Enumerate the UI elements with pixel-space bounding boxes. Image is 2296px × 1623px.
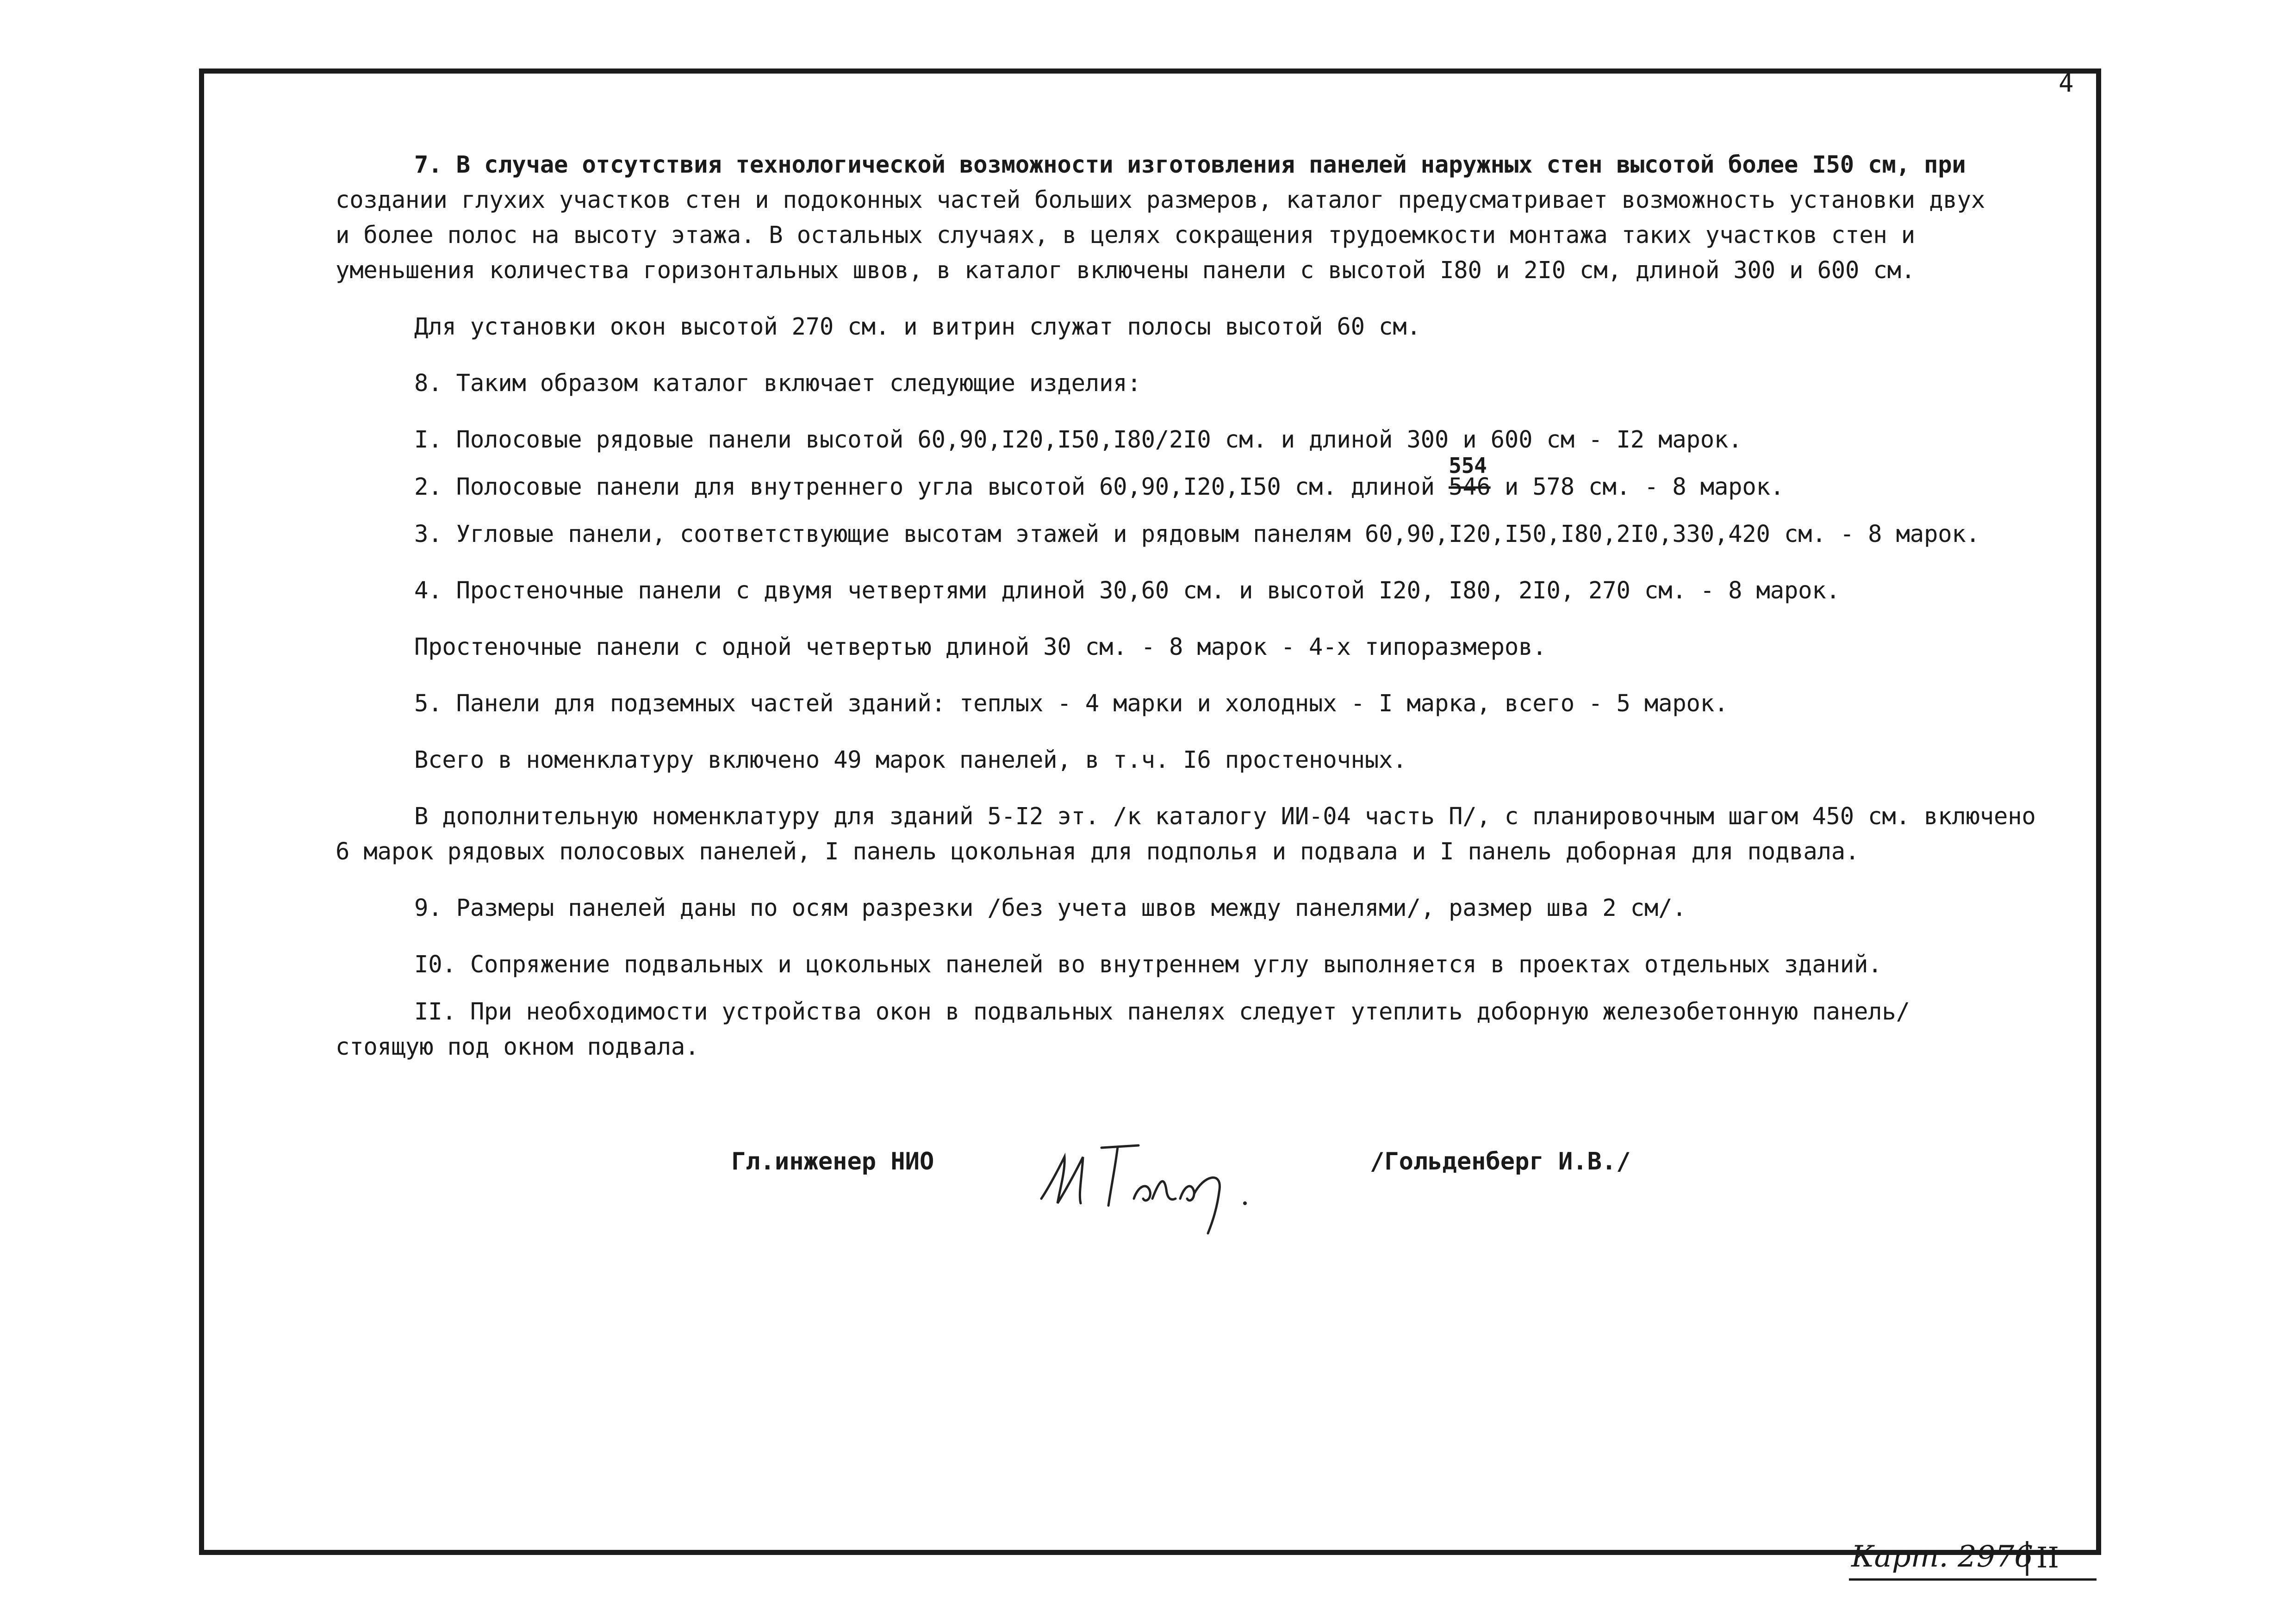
svg-text:II: II [2036,1541,2059,1574]
correction-new-value: 554 [1449,453,1487,478]
signatory-title: Гл.инженер НИО [731,1148,934,1175]
paragraph-8: 8. Таким образом каталог включает следующие изделия: [414,369,1141,397]
paragraph-7-line-1: 7. В случае отсутствия технологической возможности изготовления панелей наружных стен высотой более I50 см, при [414,151,1966,178]
additional-line-2: 6 марок рядовых полосовых панелей, I панель цокольная для подполья и подвала и I панель доборная для подвала. [336,838,1860,865]
paragraph-10: I0. Сопряжение подвальных и цокольных панелей во внутреннем углу выполняется в проектах отдельных зданий. [414,951,1882,978]
paragraph-7-line-4: уменьшения количества горизонтальных швов, в каталог включены панели с высотой I80 и 2I0 см, длиной 300 и 600 см. [336,256,1916,284]
paragraph-11-line-2: стоящую под окном подвала. [336,1033,699,1060]
svg-text:Карт. 2976: Карт. 2976 [1851,1540,2033,1574]
list-item-5: 5. Панели для подземных частей зданий: теплых - 4 марки и холодных - I марка, всего - 5 марок. [414,690,1729,717]
signature-block [731,1129,1703,1236]
list-item-2 [336,453,2085,504]
page-number: 4 [2059,68,2074,98]
additional-line-1: В дополнительную номенклатуру для зданий 5-I2 эт. /к каталогу ИИ-04 часть П/, с планировочным шагом 450 см. включено [414,802,2036,830]
list-item-4b: Простеночные панели с одной четвертью длиной 30 см. - 8 марок - 4-х типоразмеров. [414,633,1547,660]
paragraph-7-line-3: и более полос на высоту этажа. В остальных случаях, в целях сокращения трудоемкости монтажа таких участков стен и [336,221,1916,249]
list-item-1: I. Полосовые рядовые панели высотой 60,90,I20,I50,I80/2I0 см. и длиной 300 и 600 см - I2 марок. [414,426,1742,453]
handwritten-signature [1032,1129,1263,1236]
archive-stamp [1842,1530,2101,1590]
paragraph-11-line-1: II. При необходимости устройства окон в подвальных панелях следует утеплить доборную железобетонную панель/ [414,998,1910,1025]
list-item-2-text: 2. Полосовые панели для внутреннего угла высотой 60,90,I20,I50 см. длиной [414,473,1449,500]
list-item-3: 3. Угловые панели, соответствующие высотам этажей и рядовым панелям 60,90,I20,I50,I80,2I0,330,420 см. - 8 марок. [414,520,1980,547]
document-body [336,147,2085,1064]
signatory-name: /Гольденберг И.В./ [1370,1148,1631,1175]
correction-old-value: 546 [1449,473,1491,500]
handwritten-correction [1449,453,1491,504]
paragraph-7b: Для установки окон высотой 270 см. и витрин служат полосы высотой 60 см. [414,313,1421,340]
list-item-4: 4. Простеночные панели с двумя четвертями длиной 30,60 см. и высотой I20, I80, 2I0, 270 см. - 8 марок. [414,577,1840,604]
list-item-2-tail: и 578 см. - 8 марок. [1490,473,1784,500]
paragraph-7-line-2: создании глухих участков стен и подоконных частей больших размеров, каталог предусматривает возможность установки двух [336,186,1985,213]
paragraph-9: 9. Размеры панелей даны по осям разрезки /без учета швов между панелями/, размер шва 2 см/. [414,894,1686,921]
total-line: Всего в номенклатуру включено 49 марок панелей, в т.ч. I6 простеночных. [414,746,1407,773]
